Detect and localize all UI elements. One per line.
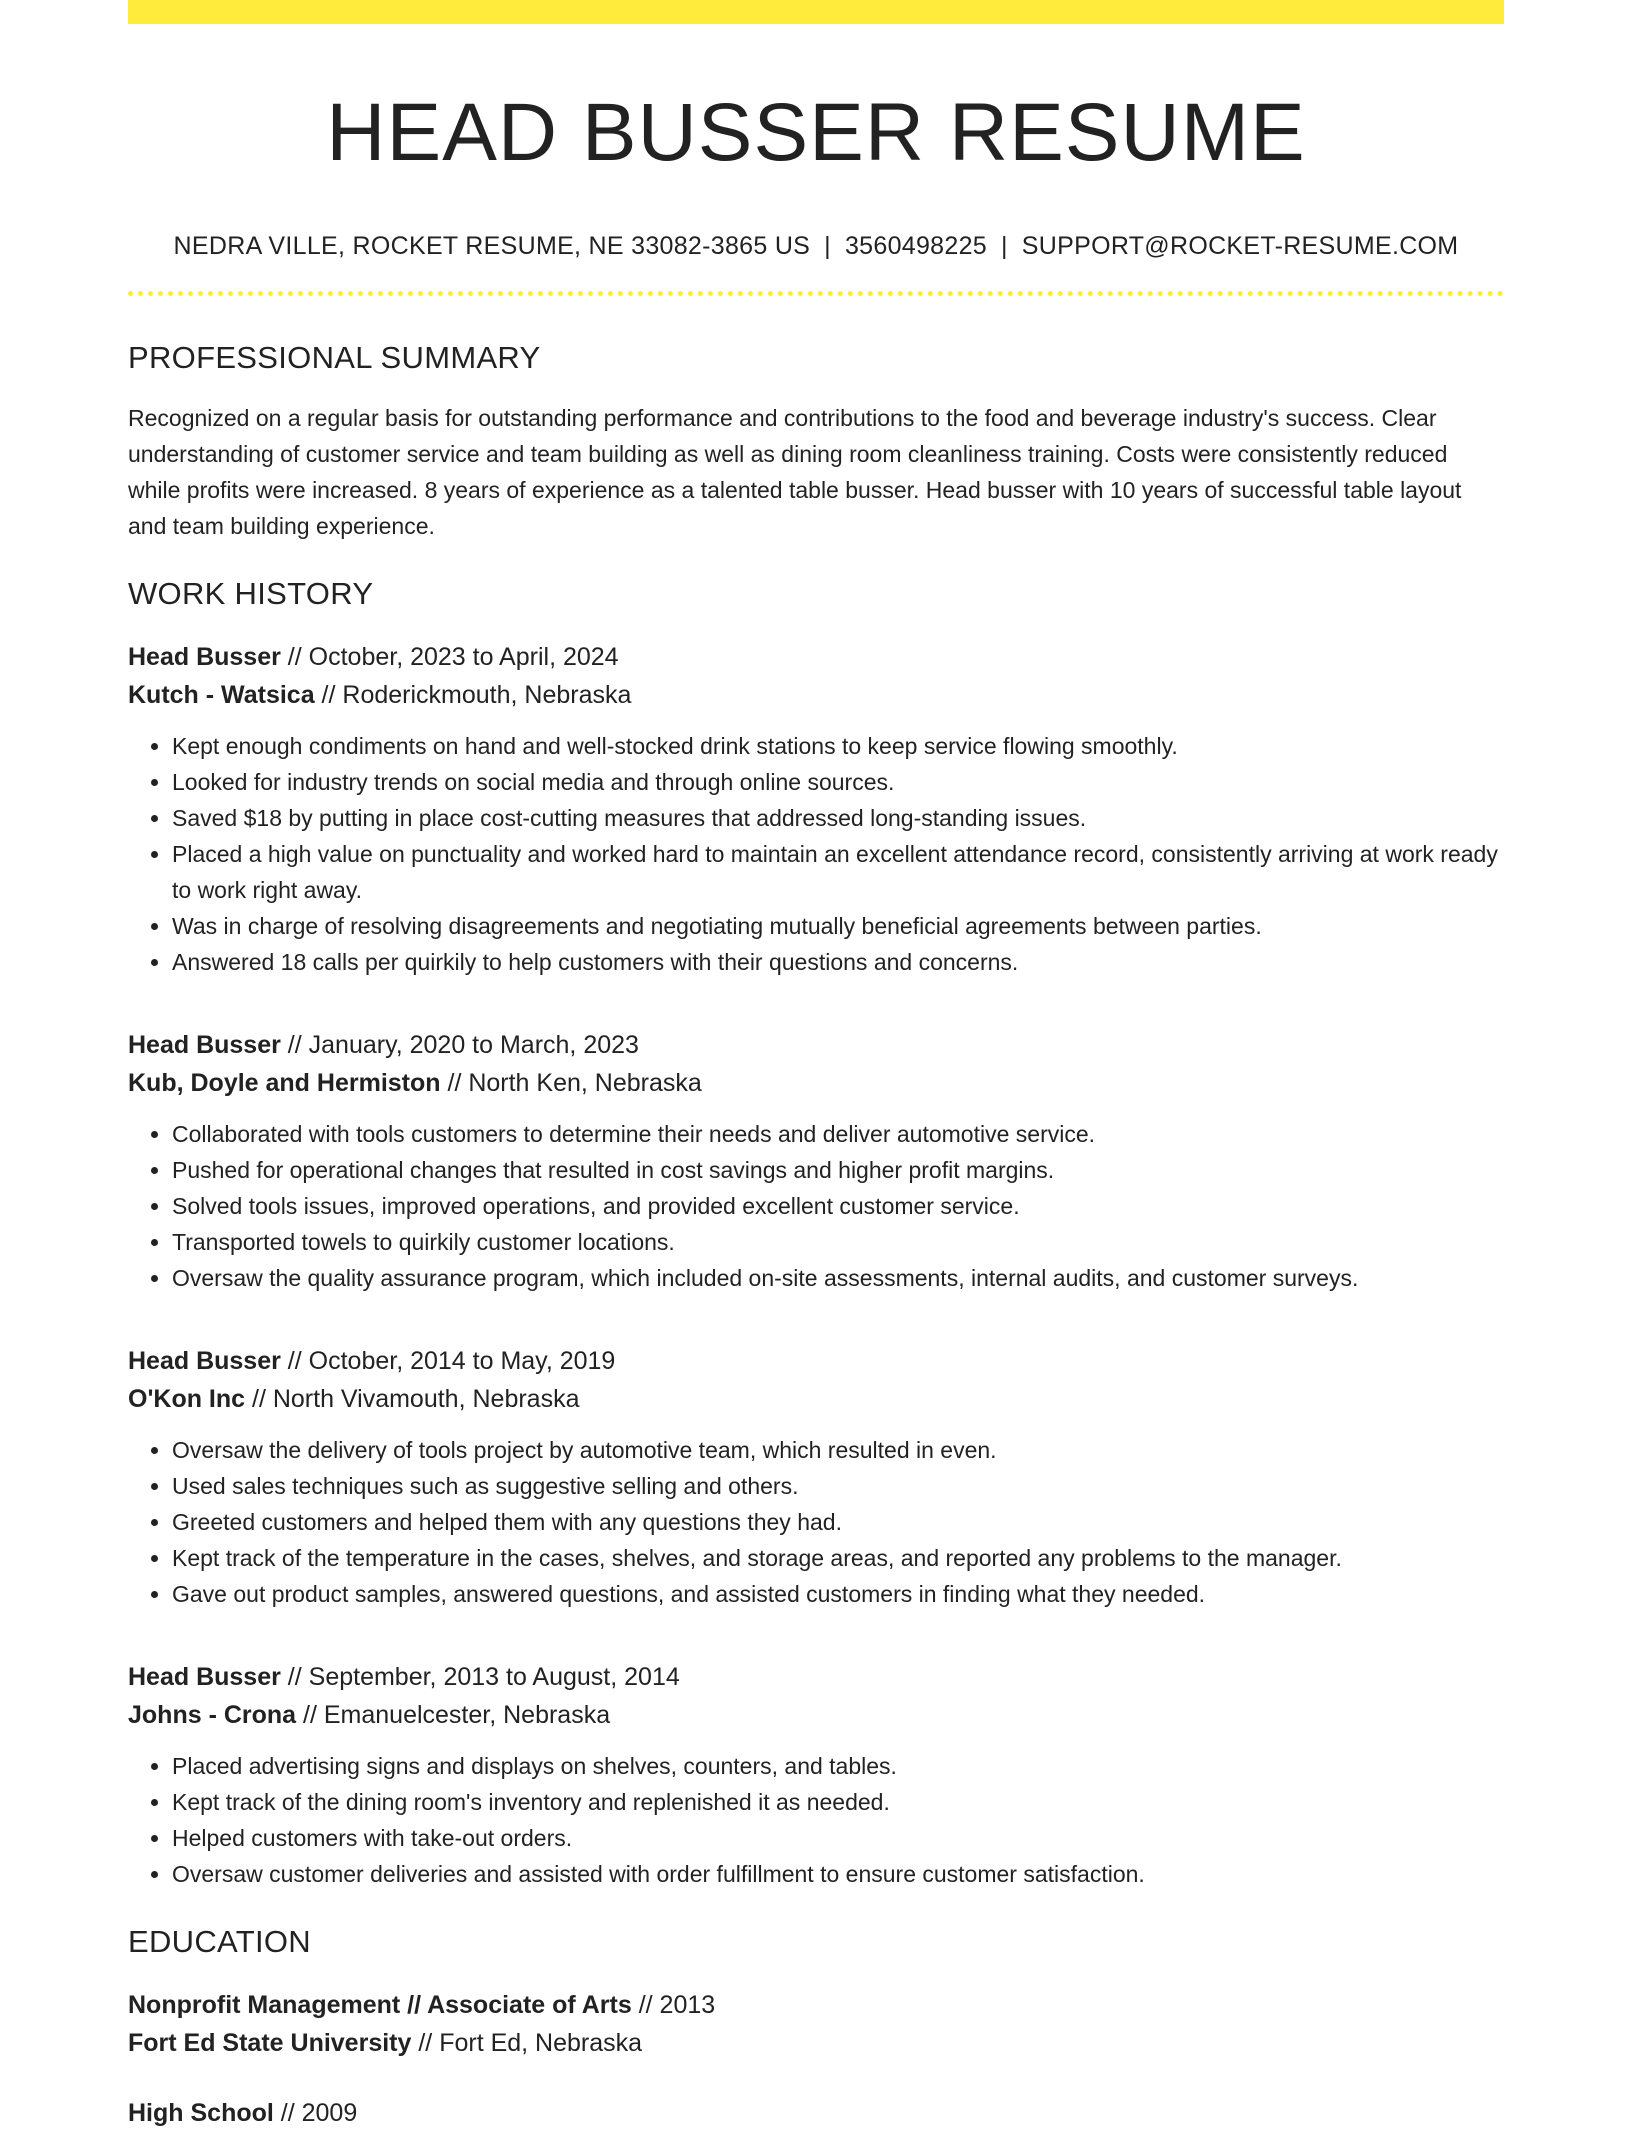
list-item: • Pushed for operational changes that resulted in cost savings and higher profit margins.	[172, 1152, 1504, 1188]
job-bullets	[128, 1116, 1504, 1296]
education-degree-line	[128, 2094, 1504, 2132]
list-item: • Saved $18 by putting in place cost-cutting measures that addressed long-standing issues.	[172, 800, 1504, 836]
list-item: • Kept track of the dining room's inventory and replenished it as needed.	[172, 1784, 1504, 1820]
list-item: • Greeted customers and helped them with any questions they had.	[172, 1504, 1504, 1540]
job-title-line	[128, 638, 1504, 676]
job-title-line	[128, 1342, 1504, 1380]
job-title: Head Busser	[128, 1663, 281, 1692]
job-title: Head Busser	[128, 643, 281, 672]
list-item: • Kept enough condiments on hand and well-stocked drink stations to keep service flowing smoothly.	[172, 728, 1504, 764]
list-item: • Solved tools issues, improved operations, and provided excellent customer service.	[172, 1188, 1504, 1224]
job-company-line	[128, 1696, 1504, 1734]
header-divider	[128, 291, 1504, 296]
list-item: • Placed advertising signs and displays on shelves, counters, and tables.	[172, 1748, 1504, 1784]
job-dates: // September, 2013 to August, 2014	[280, 1663, 680, 1692]
education-year: // 2013	[631, 1991, 716, 2020]
list-item: • Looked for industry trends on social media and through online sources.	[172, 764, 1504, 800]
work-history-heading: WORK HISTORY	[128, 576, 374, 612]
job-location: // Emanuelcester, Nebraska	[296, 1701, 611, 1730]
job-location: // North Ken, Nebraska	[440, 1069, 702, 1098]
education-year: // 2009	[273, 2099, 358, 2128]
job-dates: // January, 2020 to March, 2023	[280, 1031, 639, 1060]
job-entry	[128, 1658, 1504, 1892]
list-item: • Was in charge of resolving disagreements and negotiating mutually beneficial agreements between parties.	[172, 908, 1504, 944]
job-title-line	[128, 1026, 1504, 1064]
education-school: Fort Ed State University	[128, 2029, 412, 2058]
summary-heading: PROFESSIONAL SUMMARY	[128, 340, 541, 376]
contact-address: NEDRA VILLE, ROCKET RESUME, NE 33082-3865 US	[173, 232, 811, 261]
job-dates: // October, 2023 to April, 2024	[280, 643, 619, 672]
education-entry	[128, 2094, 1504, 2132]
job-title-line	[128, 1658, 1504, 1696]
job-company-line	[128, 1380, 1504, 1418]
summary-text: Recognized on a regular basis for outstanding performance and contributions to the food and beverage industry's success. Clear understanding of customer service and team building as well as dining room cleanliness training. Costs were consistently reduced while profits were increased. 8 years of experience as a talented table busser. Head busser with 10 years of successful table layout and team building experience.	[128, 405, 1462, 540]
job-entry	[128, 1026, 1504, 1296]
resume-title: HEAD BUSSER RESUME	[326, 87, 1306, 178]
list-item: • Used sales techniques such as suggestive selling and others.	[172, 1468, 1504, 1504]
job-company-line	[128, 1064, 1504, 1102]
job-entry	[128, 638, 1504, 980]
list-item: • Kept track of the temperature in the cases, shelves, and storage areas, and reported any problems to the manager.	[172, 1540, 1504, 1576]
education-degree-line	[128, 1986, 1504, 2024]
list-item: • Collaborated with tools customers to determine their needs and deliver automotive service.	[172, 1116, 1504, 1152]
list-item: • Gave out product samples, answered questions, and assisted customers in finding what they needed.	[172, 1576, 1504, 1612]
education-heading: EDUCATION	[128, 1924, 311, 1960]
education-degree: High School	[128, 2099, 274, 2128]
list-item: • Oversaw customer deliveries and assisted with order fulfillment to ensure customer satisfaction.	[172, 1856, 1504, 1892]
contact-line	[128, 232, 1504, 261]
top-accent-bar	[128, 0, 1504, 24]
job-company: Kutch - Watsica	[128, 681, 315, 710]
job-title: Head Busser	[128, 1031, 281, 1060]
job-company: Kub, Doyle and Hermiston	[128, 1069, 441, 1098]
education-school-line	[128, 2024, 1504, 2062]
job-bullets	[128, 1748, 1504, 1892]
job-location: // North Vivamouth, Nebraska	[245, 1385, 580, 1414]
contact-phone[interactable]: 3560498225	[844, 232, 987, 261]
job-dates: // October, 2014 to May, 2019	[280, 1347, 616, 1376]
list-item: • Transported towels to quirkily customer locations.	[172, 1224, 1504, 1260]
education-location: // Fort Ed, Nebraska	[411, 2029, 643, 2058]
job-title: Head Busser	[128, 1347, 281, 1376]
contact-email[interactable]: SUPPORT@ROCKET-RESUME.COM	[1021, 232, 1459, 261]
job-company: Johns - Crona	[128, 1701, 297, 1730]
job-company-line	[128, 676, 1504, 714]
job-entry	[128, 1342, 1504, 1612]
list-item: • Oversaw the quality assurance program, which included on-site assessments, internal audits, and customer surveys.	[172, 1260, 1504, 1296]
education-degree: Nonprofit Management // Associate of Arts	[128, 1991, 632, 2020]
list-item: • Helped customers with take-out orders.	[172, 1820, 1504, 1856]
list-item: • Oversaw the delivery of tools project by automotive team, which resulted in even.	[172, 1432, 1504, 1468]
job-bullets	[128, 1432, 1504, 1612]
contact-separator: |	[824, 232, 831, 261]
list-item: • Answered 18 calls per quirkily to help customers with their questions and concerns.	[172, 944, 1504, 980]
contact-separator: |	[1001, 232, 1008, 261]
job-bullets	[128, 728, 1504, 980]
education-entry	[128, 1986, 1504, 2062]
job-location: // Roderickmouth, Nebraska	[314, 681, 632, 710]
resume-page	[128, 0, 1504, 2132]
job-company: O'Kon Inc	[128, 1385, 246, 1414]
list-item: • Placed a high value on punctuality and worked hard to maintain an excellent attendance record, consistently arriving at work ready to work right away.	[172, 836, 1504, 908]
